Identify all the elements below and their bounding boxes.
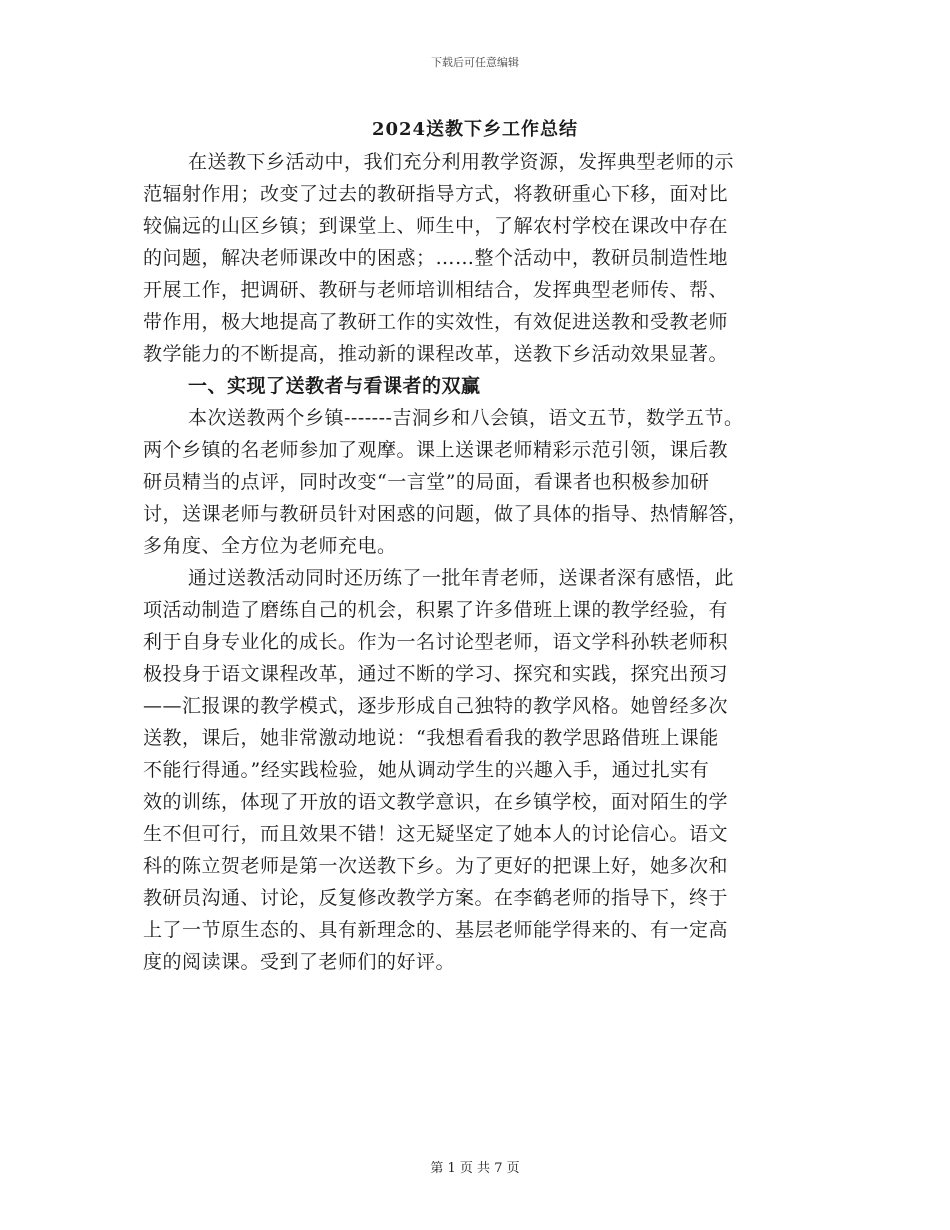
section-heading [143, 370, 823, 402]
text-line: 项活动制造了磨练自己的机会，积累了许多借班上课的教学经验，有 [143, 599, 729, 621]
text-line: 在送教下乡活动中，我们充分利用教学资源，发挥典型老师的示 [188, 151, 735, 173]
text-line: 生不但可行，而且效果不错！这无疑坚定了她本人的讨论信心。语文 [143, 823, 729, 845]
text-line: 极投身于语文课程改革，通过不断的学习、探究和实践，探究出预习 [143, 663, 729, 685]
text-line: 范辐射作用；改变了过去的教研指导方式，将教研重心下移，面对比 [143, 183, 729, 205]
text-line: 两个乡镇的名老师参加了观摩。课上送课老师精彩示范引领，课后教 [143, 439, 729, 461]
page-header-note: 下载后可任意编辑 [431, 56, 519, 69]
text-line: 研员精当的点评，同时改变“一言堂”的局面，看课者也积极参加研 [143, 471, 710, 493]
text-line: 度的阅读课。受到了老师们的好评。 [143, 951, 456, 973]
text-line: 科的陈立贺老师是第一次送教下乡。为了更好的把课上好，她多次和 [143, 855, 729, 877]
text-line: 教研员沟通、讨论，反复修改教学方案。在李鹤老师的指导下，终于 [143, 887, 729, 909]
text-line: 讨，送课老师与教研员针对困惑的问题，做了具体的指导、热情解答， [143, 503, 748, 525]
text-line: 上了一节原生态的、具有新理念的、基层老师能学得来的、有一定高 [143, 919, 729, 941]
text-line: 通过送教活动同时还历练了一批年青老师，送课者深有感悟，此 [188, 567, 735, 589]
paragraph [143, 562, 823, 978]
text-line: 利于自身专业化的成长。作为一名讨论型老师，语文学科孙轶老师积 [143, 631, 729, 653]
page-footer: 第 1 页 共 7 页 [430, 1161, 520, 1176]
document-title: 2024送教下乡工作总结 [371, 119, 579, 140]
text-line: 带作用，极大地提高了教研工作的实效性，有效促进送教和受教老师 [143, 311, 729, 333]
text-line: 开展工作，把调研、教研与老师培训相结合，发挥典型老师传、帮、 [143, 279, 729, 301]
text-line: 送教，课后，她非常激动地说：“我想看看我的教学思路借班上课能 [143, 727, 719, 749]
text-line: 较偏远的山区乡镇；到课堂上、师生中，了解农村学校在课改中存在 [143, 215, 729, 237]
text-line: 不能行得通。”经实践检验，她从调动学生的兴趣入手，通过扎实有 [143, 759, 710, 781]
document-body [143, 146, 823, 978]
paragraph [143, 402, 823, 562]
text-line: 教学能力的不断提高，推动新的课程改革，送教下乡活动效果显著。 [143, 343, 729, 365]
text-line: 的问题，解决老师课改中的困惑；……整个活动中，教研员制造性地 [143, 247, 729, 269]
paragraph [143, 146, 823, 370]
text-line: 效的训练，体现了开放的语文教学意识，在乡镇学校，面对陌生的学 [143, 791, 729, 813]
text-line: 本次送教两个乡镇-------吉洞乡和八会镇，语文五节，数学五节。 [188, 407, 744, 429]
text-line: 多角度、全方位为老师充电。 [143, 535, 397, 557]
text-line: 一、实现了送教者与看课者的双赢 [188, 375, 481, 397]
text-line: ——汇报课的教学模式，逐步形成自己独特的教学风格。她曾经多次 [143, 695, 729, 717]
